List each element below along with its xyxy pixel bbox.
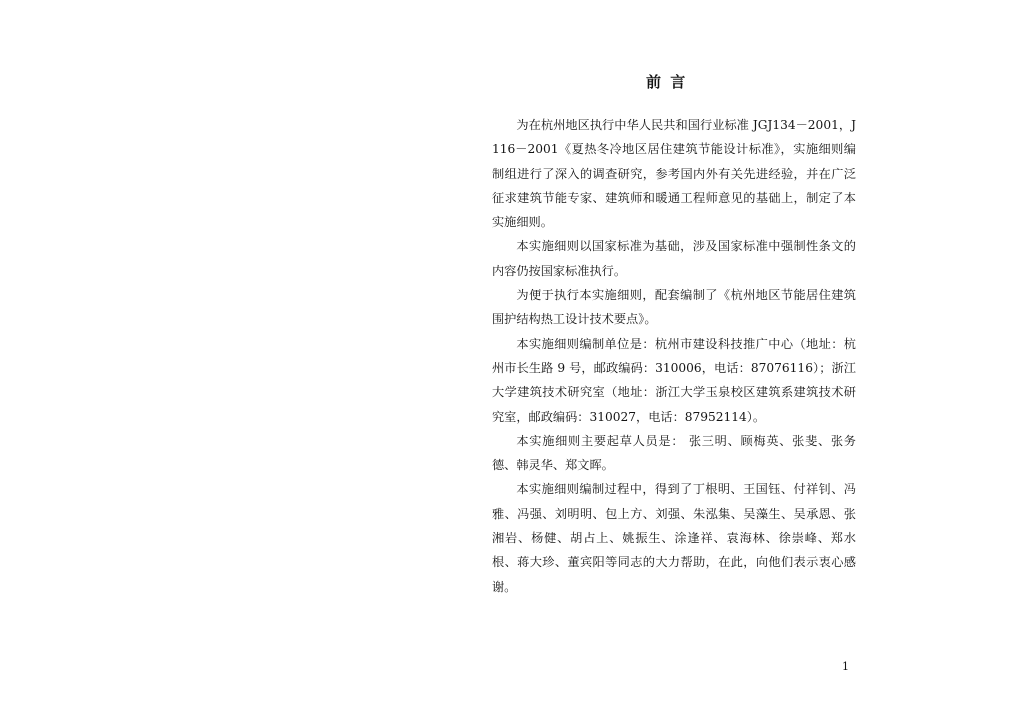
paragraph-purpose: 为在杭州地区执行中华人民共和国行业标准 JGJ134－2001，J116－2001《夏热冬冷地区居住建筑节能设计标准》，实施细则编制组进行了深入的调查研究，参考国内外有关先进经验，并在广泛征求建筑节能专家、建筑师和暖通工程师意见的基础上，制定了本实施细则。 — [492, 118, 856, 230]
paragraph-basis: 本实施细则以国家标准为基础，涉及国家标准中强制性条文的内容仍按国家标准执行。 — [492, 239, 856, 278]
preface-body — [492, 113, 856, 599]
paragraph-acknowledgements: 本实施细则编制过程中，得到了丁根明、王国钰、付祥钊、冯雅、冯强、刘明明、包上方、刘强、朱泓集、吴藻生、吴承恩、张湘岩、杨健、胡占上、姚振生、涂逢祥、袁海林、徐崇峰、郑水根、蒋大珍、董宾阳等同志的大力帮助，在此，向他们表示衷心感谢。 — [492, 482, 856, 594]
paragraph-supplement: 为便于执行本实施细则，配套编制了《杭州地区节能居住建筑围护结构热工设计技术要点》。 — [492, 288, 856, 327]
paragraph-drafters: 本实施细则主要起草人员是： 张三明、顾梅英、张斐、张务德、韩灵华、郑文晖。 — [492, 433, 856, 473]
page-title: 前 言 — [646, 73, 688, 91]
paragraph-editors: 本实施细则编制单位是：杭州市建设科技推广中心（地址：杭州市长生路 9 号，邮政编码：310006，电话：87076116）；浙江大学建筑技术研究室（地址：浙江大学玉泉校区建筑系建筑技术研究室，邮政编码：310027，电话：87952114）。 — [492, 336, 856, 424]
page-number: 1 — [842, 660, 849, 673]
